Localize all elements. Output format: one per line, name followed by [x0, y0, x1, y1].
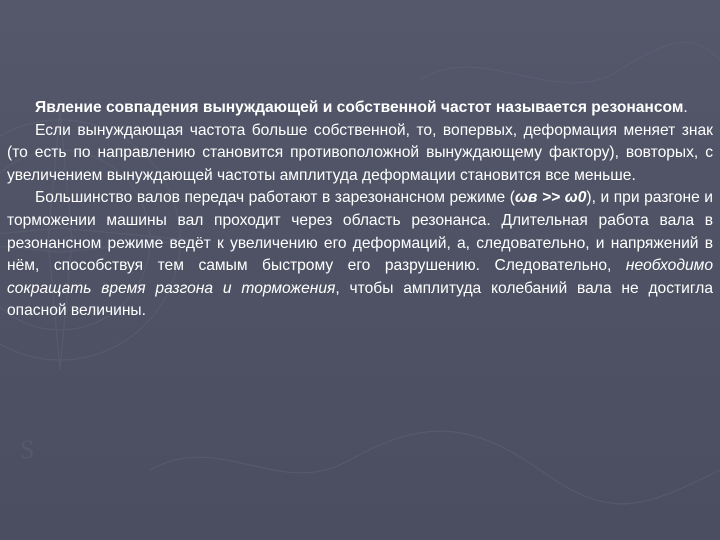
- shafts-text-middle: ), и при разгоне и торможении машины вал проходит через область резонанса. Длительная работа вала в резонансном режиме ведёт к увеличению его деформаций, а, следовательно, и напряжений в нём, способствуя тем самым быстрому его разрушению. Следовательно,: [7, 189, 713, 275]
- paragraph-resonance-definition: [7, 97, 713, 120]
- high-frequency-text: Если вынуждающая частота больше собственной, то, вопервых, деформация меняет знак (то есть по направлению становится противоположной вынуждающему фактору), вовторых, с увеличением вынуждающей частоты амплитуда деформации становится все меньше.: [7, 121, 713, 184]
- compass-letter-s: S: [20, 435, 35, 464]
- resonance-definition: Явление совпадения вынуждающей и собственной частот называется резонансом: [35, 99, 684, 116]
- map-contour-2: [420, 43, 720, 83]
- paragraph-high-frequency: [7, 120, 713, 188]
- resonance-definition-end: .: [683, 99, 688, 116]
- shafts-text-before: Большинство валов передач работают в зарезонансном режиме (: [35, 189, 515, 207]
- frequency-formula: ωв >> ω0: [514, 189, 587, 207]
- shafts-text-after: , чтобы амплитуда колебаний вала не достигла опасной величины.: [7, 279, 713, 320]
- paragraph-shafts: [7, 187, 713, 323]
- slide-text-body: [7, 97, 713, 323]
- shafts-emphasis: необходимо сокращать время разгона и торможения: [7, 257, 713, 297]
- map-contour: [150, 431, 720, 504]
